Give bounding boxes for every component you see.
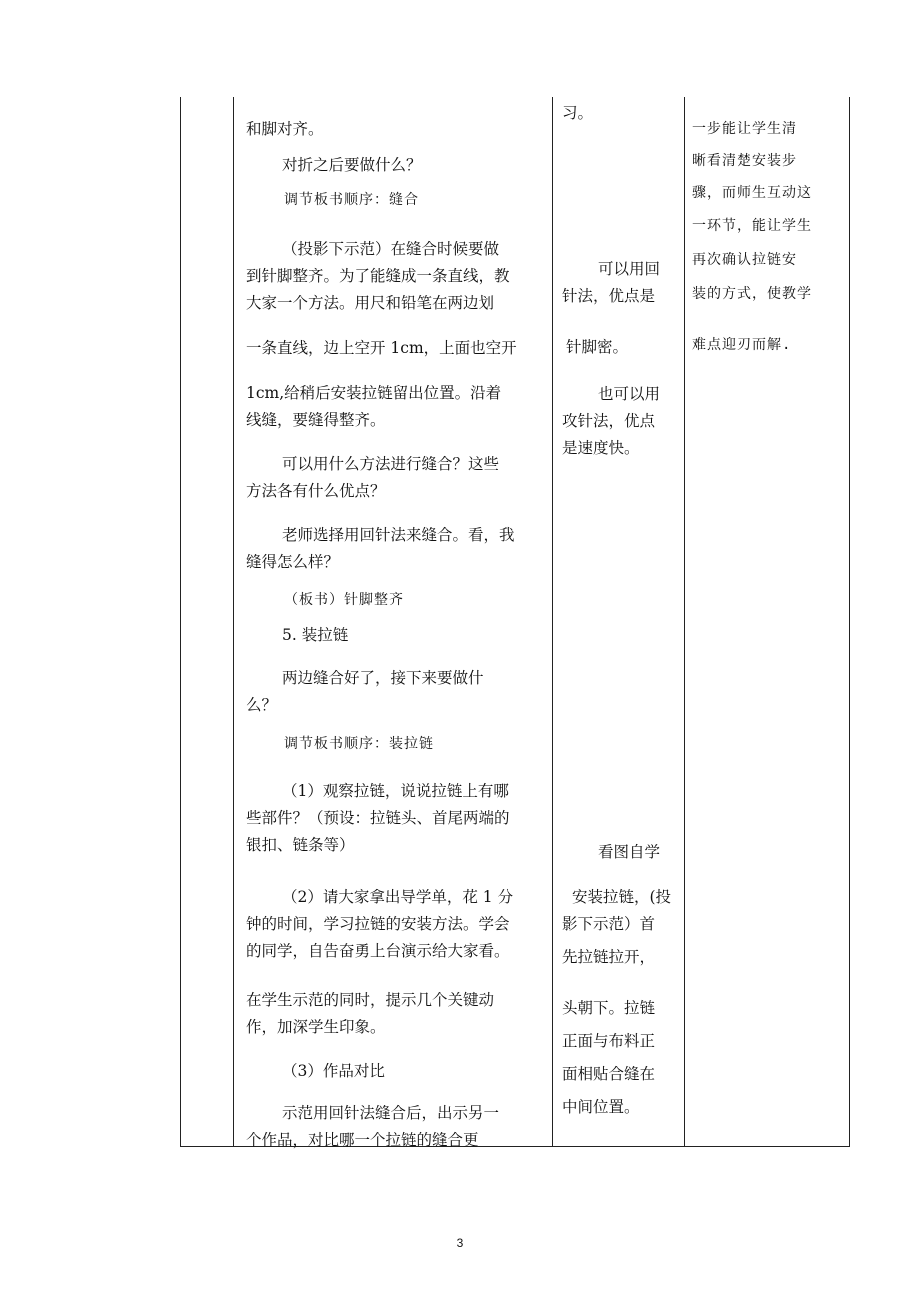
text-line: 看图自学	[598, 843, 661, 861]
text-line: 线缝，要缝得整齐。	[246, 411, 386, 429]
text-line: 影下示范）首	[562, 915, 656, 933]
text-line: 头朝下。拉链	[562, 999, 656, 1017]
text-line: 银扣、链条等）	[246, 836, 355, 854]
text-line: 在学生示范的同时，提示几个关键动	[246, 991, 495, 1009]
text-line: 方法各有什么优点？	[246, 482, 386, 500]
text-line: 到针脚整齐。为了能缝成一条直线，教	[246, 267, 510, 285]
text-line: 正面与布料正	[562, 1032, 656, 1050]
text-line: 攻针法，优点	[562, 412, 656, 430]
text-line: 对折之后要做什么？	[282, 156, 422, 174]
text-line: 骤，而师生互动这	[692, 185, 812, 201]
text-line: 示范用回针法缝合后，出示另一	[282, 1104, 500, 1122]
column-divider-1	[233, 97, 234, 1147]
text-line: 是速度快。	[562, 439, 640, 457]
text-line: 习。	[562, 104, 594, 122]
text-line: 再次确认拉链安	[692, 252, 797, 268]
text-line: （1）观察拉链，说说拉链上有哪	[282, 782, 509, 800]
column-divider-3	[684, 97, 685, 1147]
text-line: （投影下示范）在缝合时候要做	[282, 240, 500, 258]
text-line: 两边缝合好了，接下来要做什	[282, 669, 484, 687]
text-line: 钟的时间，学习拉链的安装方法。学会	[246, 915, 510, 933]
text-line: 针脚密。	[566, 338, 629, 356]
text-line: 一条直线，边上空开 1cm，上面也空开	[246, 339, 517, 357]
text-line: 老师选择用回针法来缝合。看，我	[282, 526, 515, 544]
text-line: 可以用回	[598, 260, 661, 278]
text-line: 的同学，自告奋勇上台演示给大家看。	[246, 942, 510, 960]
page-number: 3	[456, 1236, 464, 1250]
table-border-left	[180, 97, 181, 1147]
text-line: 缝得怎么样？	[246, 553, 340, 571]
text-line: 个作品，对比哪一个拉链的缝合更	[246, 1131, 479, 1149]
text-line: 么？	[246, 696, 278, 714]
text-line: （3）作品对比	[282, 1062, 385, 1080]
text-line: 1cm,给稍后安装拉链留出位置。沿着	[246, 384, 502, 402]
text-line: （板书）针脚整齐	[284, 592, 404, 608]
text-line: 也可以用	[598, 385, 661, 403]
text-line: 装的方式，使教学	[692, 286, 812, 302]
text-line: 调节板书顺序：装拉链	[284, 736, 434, 752]
text-line: 作，加深学生印象。	[246, 1018, 386, 1036]
text-line: 中间位置。	[562, 1098, 640, 1116]
table-border-right	[849, 97, 850, 1147]
text-line: 针法，优点是	[562, 287, 656, 305]
text-line: 晰看清楚安装步	[692, 153, 797, 169]
text-line: 难点迎刃而解.	[692, 337, 792, 353]
text-line: 和脚对齐。	[246, 120, 324, 138]
text-line: 先拉链拉开，	[562, 948, 656, 966]
text-line: 调节板书顺序：缝合	[284, 192, 419, 208]
column-divider-2	[552, 97, 553, 1147]
text-line: 面相贴合缝在	[562, 1065, 656, 1083]
text-line: 一环节，能让学生	[692, 218, 812, 234]
text-line: 些部件？（预设：拉链头、首尾两端的	[246, 809, 510, 827]
text-line: 安装拉链，(投	[572, 888, 672, 906]
text-line: 大家一个方法。用尺和铅笔在两边划	[246, 294, 495, 312]
text-line: 5. 装拉链	[282, 626, 349, 644]
text-line: 可以用什么方法进行缝合？这些	[282, 455, 500, 473]
text-line: （2）请大家拿出导学单，花 1 分	[282, 888, 514, 906]
text-line: 一步能让学生清	[692, 121, 797, 137]
